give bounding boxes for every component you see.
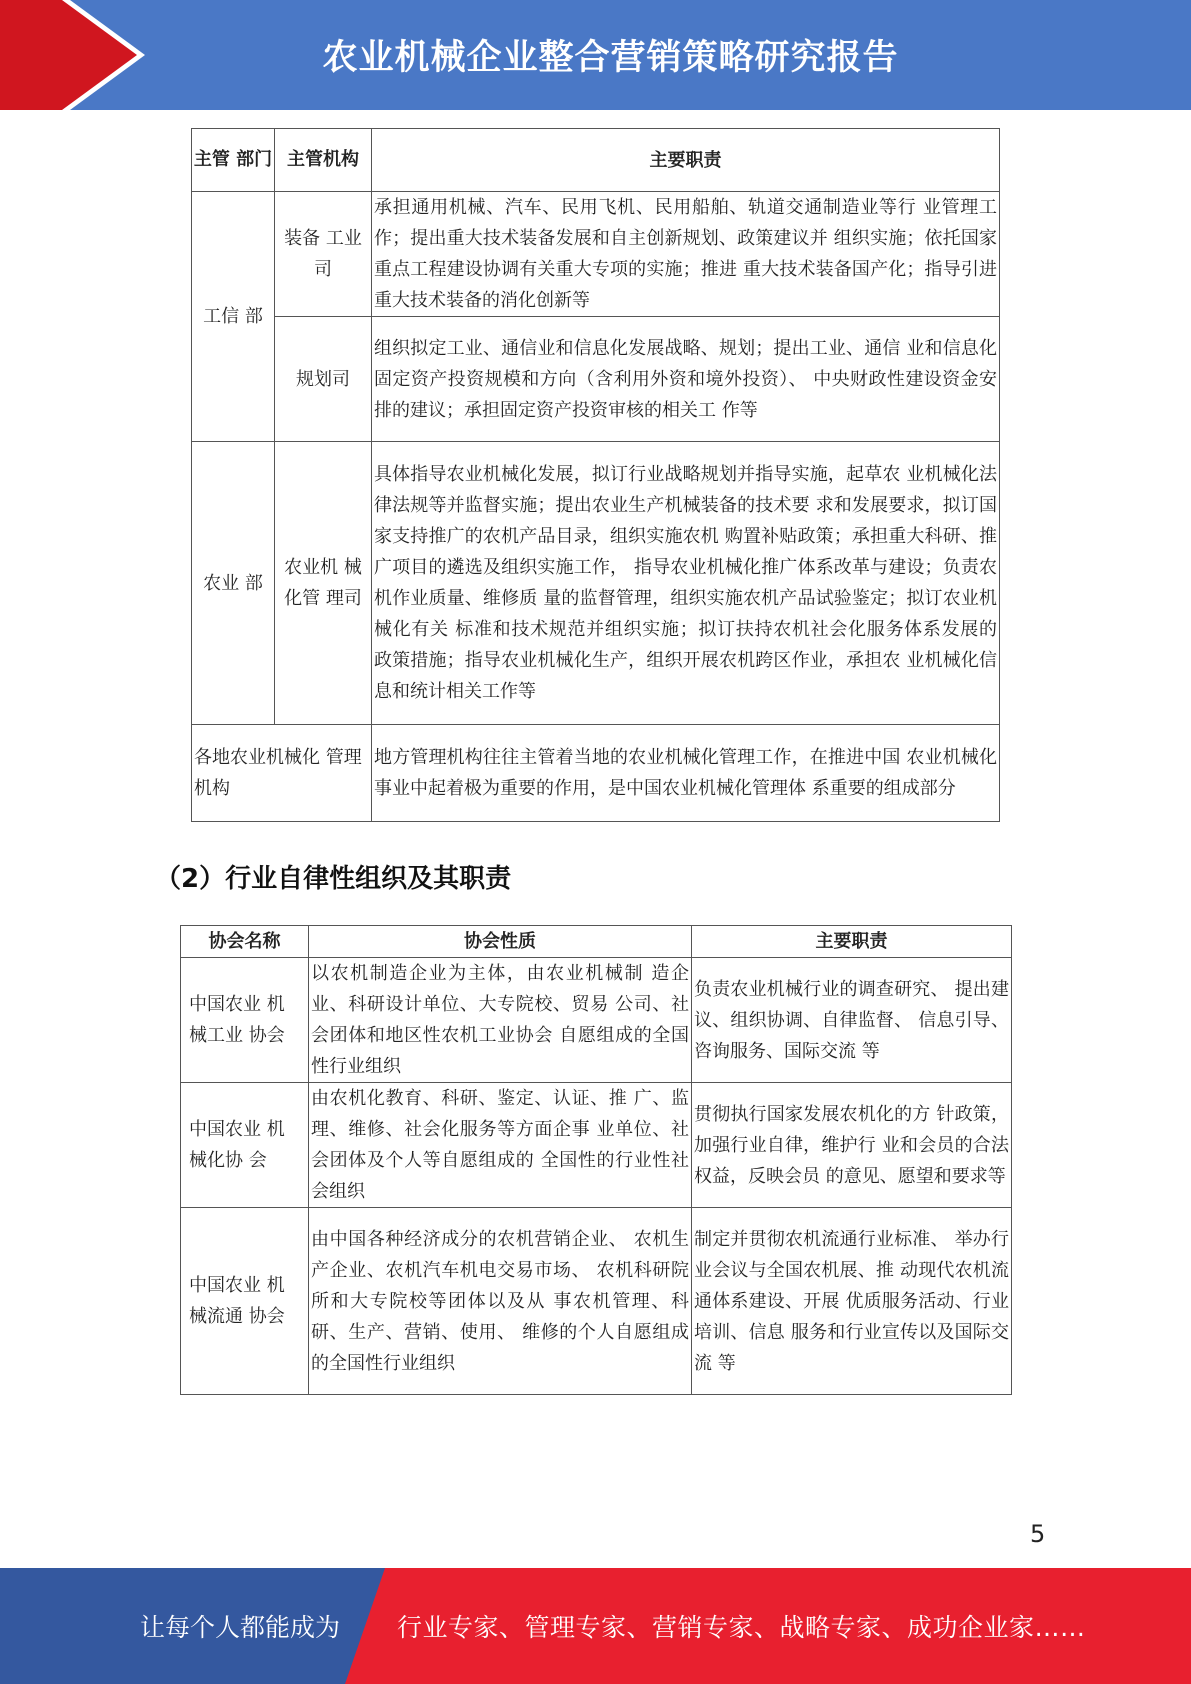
association-name: 中国农业 机械工业 协会 xyxy=(189,994,285,1046)
org-cell: 装备 工业司 xyxy=(284,228,362,280)
association-nature: 以农机制造企业为主体，由农业机械制 造企业、科研设计单位、大专院校、贸易 公司、社会团体和地区性农机工业协会 自愿组成的全国性行业组织 xyxy=(311,963,689,1077)
duty-cell: 地方管理机构往往主管着当地的农业机械化管理工作，在推进中国 农业机械化事业中起着极为重要的作用，是中国农业机械化管理体 系重要的组成部分 xyxy=(374,747,997,799)
association-duty: 负责农业机械行业的调查研究、 提出建议、组织协调、自律监督、 信息引导、咨询服务、国际交流 等 xyxy=(694,978,1009,1062)
footer-slogan-right: 行业专家、管理专家、营销专家、战略专家、成功企业家…… xyxy=(397,1613,1086,1642)
association-duty: 贯彻执行国家发展农机化的方 针政策，加强行业自律，维护行 业和会员的合法权益，反映会员 的意见、愿望和要求等 xyxy=(694,1103,1009,1187)
table-header-row xyxy=(181,926,1012,958)
column-header: 主管机构 xyxy=(287,149,359,170)
dept-cell: 工信 部 xyxy=(203,306,263,327)
page-footer xyxy=(0,1568,1191,1684)
association-duty: 制定并贯彻农机流通行业标准、 举办行业会议与全国农机展、推 动现代农机流通体系建设、开展 优质服务活动、行业培训、信息 服务和行业宣传以及国际交流 等 xyxy=(694,1228,1009,1374)
industry-associations-table xyxy=(180,925,1012,1395)
column-header: 主要职责 xyxy=(649,149,722,171)
column-header: 协会性质 xyxy=(464,931,536,952)
table-row xyxy=(192,442,1000,725)
association-name: 中国农业 机械流通 协会 xyxy=(189,1275,285,1327)
duty-cell: 承担通用机械、汽车、民用飞机、民用船舶、轨道交通制造业等行 业管理工作；提出重大技术装备发展和自主创新规划、政策建议并 组织实施；依托国家重点工程建设协调有关重大专项的实施；推进 重大技术装备国产化；指导引进重大技术装备的消化创新等 xyxy=(374,197,997,311)
table-row xyxy=(181,958,1012,1083)
association-name: 中国农业 机械化协 会 xyxy=(189,1119,285,1171)
association-nature: 由中国各种经济成分的农机营销企业、 农机生产企业、农机汽车机电交易市场、 农机科研院所和大专院校等团体以及从 事农机管理、科研、生产、营销、使用、 维修的个人自愿组成的全国性行业组织 xyxy=(311,1228,689,1374)
association-nature: 由农机化教育、科研、鉴定、认证、推 广、监理、维修、社会化服务等方面企事 业单位、社会团体及个人等自愿组成的 全国性的行业性社会组织 xyxy=(311,1088,689,1202)
column-header: 协会名称 xyxy=(208,931,281,952)
duty-cell: 组织拟定工业、通信业和信息化发展战略、规划；提出工业、通信 业和信息化固定资产投资规模和方向（含利用外资和境外投资）、 中央财政性建设资金安排的建议；承担固定资产投资审核的相关工 作等 xyxy=(374,337,997,421)
document-title: 农业机械企业整合营销策略研究报告 xyxy=(322,38,899,78)
footer-slogan-left: 让每个人都能成为 xyxy=(140,1613,341,1642)
duty-cell: 具体指导农业机械化发展，拟订行业战略规划并指导实施，起草农 业机械化法律法规等并监督实施；提出农业生产机械装备的技术要 求和发展要求，拟订国家支持推广的农机产品目录，组织实施农机 购置补贴政策；承担重大科研、推广项目的遴选及组织实施工作， 指导农业机械化推广体系改革与建设；负责农机作业质量、维修质 量的监督管理，组织实施农机产品试验鉴定；拟订农业机械化有关 标准和技术规范并组织实施；拟订扶持农机社会化服务体系发展的 政策措施；指导农业机械化生产，组织开展农机跨区作业，承担农 业机械化信息和统计相关工作等 xyxy=(374,464,997,702)
table-row xyxy=(192,725,1000,822)
dept-cell: 各地农业机械化 管理机构 xyxy=(194,747,362,799)
column-header: 主管 部门 xyxy=(193,149,273,170)
table-row xyxy=(192,317,1000,442)
page-number: 5 xyxy=(1030,1520,1046,1548)
dept-cell: 农业 部 xyxy=(203,572,263,594)
table-header-row xyxy=(192,129,1000,192)
government-agencies-table xyxy=(191,128,1000,822)
org-cell: 农业机 械化管 理司 xyxy=(284,557,362,609)
org-cell: 规划司 xyxy=(296,368,350,390)
table-row xyxy=(181,1208,1012,1395)
table-row xyxy=(181,1083,1012,1208)
column-header: 主要职责 xyxy=(815,931,888,952)
section-heading: （2）行业自律性组织及其职责 xyxy=(155,864,512,894)
page-header xyxy=(0,0,1191,110)
table-row xyxy=(192,192,1000,317)
